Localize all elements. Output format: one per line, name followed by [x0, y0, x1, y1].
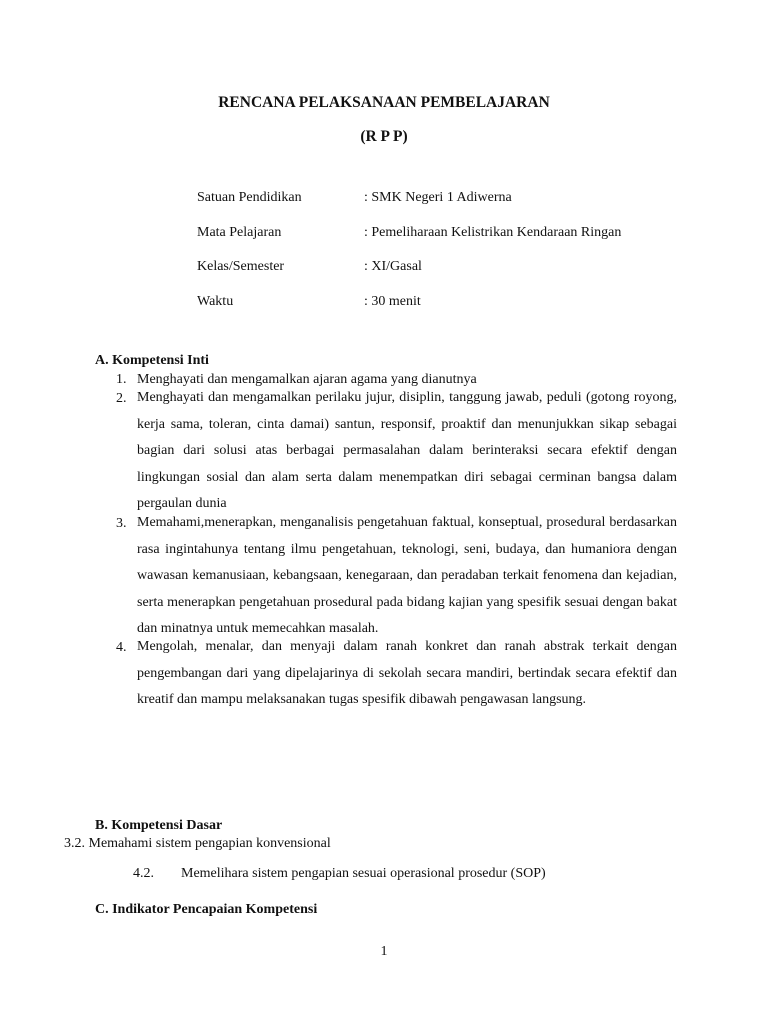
- identity-label: Kelas/Semester: [197, 259, 285, 274]
- document-subtitle: (R P P): [360, 128, 408, 145]
- identity-value: : XI/Gasal: [364, 259, 422, 274]
- list-number: 4.: [116, 640, 127, 655]
- section-heading: B. Kompetensi Dasar: [95, 818, 223, 833]
- identity-label: Mata Pelajaran: [197, 225, 282, 240]
- document-title: RENCANA PELAKSANAAN PEMBELAJARAN: [218, 94, 550, 111]
- list-number: 2.: [116, 391, 127, 406]
- identity-value: : Pemeliharaan Kelistrikan Kendaraan Ringan: [364, 225, 622, 240]
- list-item: Memahami,menerapkan, menganalisis pengetahuan faktual, konseptual, prosedural berdasarkan rasa ingintahunya tentang ilmu pengetahuan, teknologi, seni, budaya, dan humaniora dengan wawasan kemanusiaan, kebangsaan, kenegaraan, dan peradaban terkait fenomena dan kejadian, serta menerapkan pengetahuan prosedural pada bidang kajian yang spesifik sesuai dengan bakat dan minatnya untuk memecahkan masalah.: [137, 515, 677, 636]
- identity-value: : SMK Negeri 1 Adiwerna: [364, 190, 512, 205]
- list-number: 1.: [116, 372, 127, 387]
- page-number: 1: [380, 944, 388, 959]
- section-heading: C. Indikator Pencapaian Kompetensi: [95, 902, 318, 917]
- identity-value: : 30 menit: [364, 294, 421, 309]
- section-heading: A. Kompetensi Inti: [95, 353, 209, 368]
- list-item: Menghayati dan mengamalkan perilaku jujur, disiplin, tanggung jawab, peduli (gotong royong, kerja sama, toleran, cinta damai) santun, responsif, proaktif dan menunjukkan sikap sebagai bagian dari solusi atas berbagai permasalahan dalam berinteraksi secara efektif dengan lingkungan sosial dan alam serta dalam menempatkan diri sebagai cerminan bangsa dalam pergaulan dunia: [137, 390, 677, 511]
- kd-number: 4.2.: [133, 866, 154, 881]
- kd-item: Memelihara sistem pengapian sesuai operasional prosedur (SOP): [181, 866, 546, 881]
- identity-label: Waktu: [197, 294, 234, 309]
- list-item: Mengolah, menalar, dan menyaji dalam ranah konkret dan ranah abstrak terkait dengan pengembangan dari yang dipelajarinya di sekolah secara mandiri, bertindak secara efektif dan kreatif dan mampu melaksanakan tugas spesifik dibawah pengawasan langsung.: [137, 639, 677, 707]
- list-number: 3.: [116, 516, 127, 531]
- identity-label: Satuan Pendidikan: [197, 190, 302, 205]
- list-item: Menghayati dan mengamalkan ajaran agama yang dianutnya: [137, 372, 477, 387]
- kd-item: 3.2. Memahami sistem pengapian konvensional: [64, 836, 331, 851]
